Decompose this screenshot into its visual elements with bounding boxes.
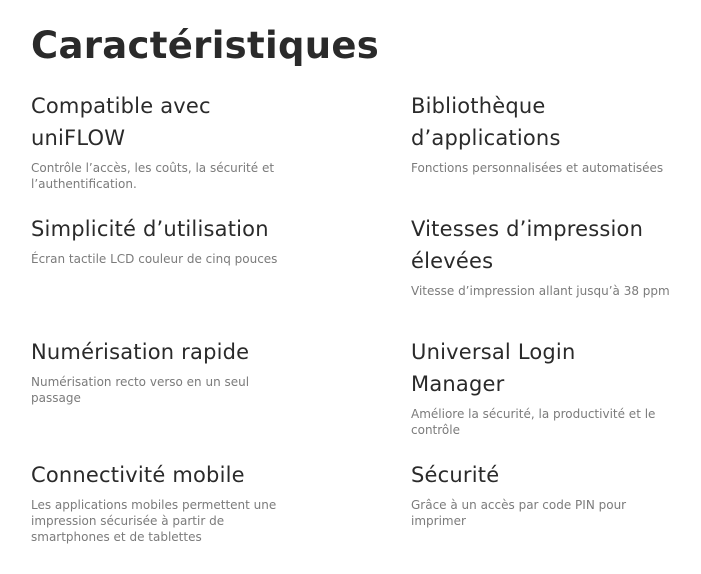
feature-title: Bibliothèque d’applications [411,94,561,150]
feature-title: Universal Login Manager [411,340,576,396]
feature-uniflow [31,90,411,213]
feature-description: Fonctions personnalisées et automatisées [411,161,664,175]
feature-app-library [411,90,681,213]
feature-title: Connectivité mobile [31,463,245,487]
feature-universal-login-manager [411,336,681,459]
feature-fast-scanning [31,336,411,459]
feature-title: Simplicité d’utilisation [31,217,269,241]
features-grid [31,90,670,569]
feature-description: Vitesse d’impression allant jusqu’à 38 ppm [411,284,670,298]
feature-description: Écran tactile LCD couleur de cinq pouces [31,252,278,266]
feature-print-speed [411,213,681,336]
feature-description: Numérisation recto verso en un seul passage [31,375,250,405]
feature-title: Sécurité [411,463,500,487]
feature-description: Contrôle l’accès, les coûts, la sécurité et l’authentification. [31,161,275,191]
feature-security [411,459,681,569]
feature-title: Vitesses d’impression élevées [411,217,644,273]
section-title: Caractéristiques [31,24,380,67]
feature-description: Améliore la sécurité, la productivité et le contrôle [411,407,656,437]
feature-description: Grâce à un accès par code PIN pour imprimer [411,498,627,528]
feature-title: Compatible avec uniFLOW [31,94,211,150]
feature-description: Les applications mobiles permettent une impression sécurisée à partir de smartphones et de tablettes [31,498,277,544]
feature-ease-of-use [31,213,411,336]
feature-title: Numérisation rapide [31,340,250,364]
feature-mobile-connectivity [31,459,411,569]
